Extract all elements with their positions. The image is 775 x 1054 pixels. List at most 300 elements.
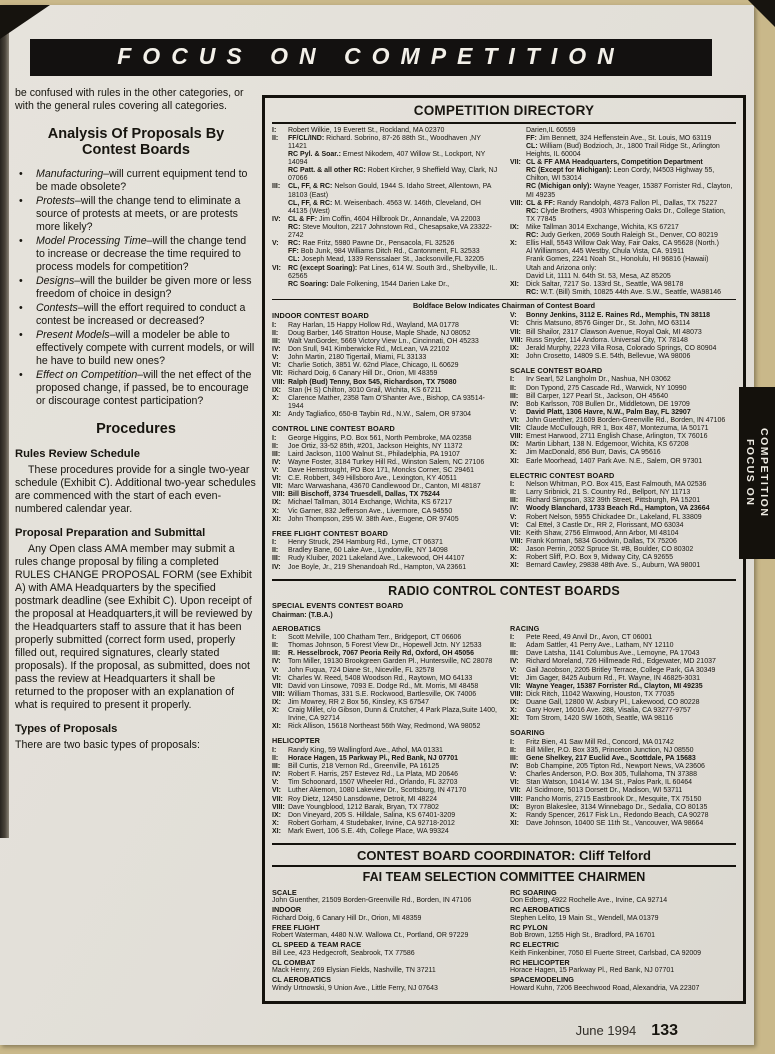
district-numeral: I: — [272, 634, 277, 642]
directory-entry — [510, 289, 736, 297]
board-entry — [272, 723, 498, 731]
district-numeral: IX: — [510, 344, 519, 352]
board-entries — [510, 481, 736, 570]
entry-text: Horace Hagen, 15 Parkway Pl., Red Bank, NJ 07701 — [288, 755, 459, 762]
fai-category: INDOOR — [272, 905, 302, 915]
entry-text: Jason Perrin, 2052 Spruce St. #B, Boulder, CO 80302 — [526, 545, 694, 553]
entry-text: Jim Gager, 8425 Auburn Rd., Ft. Wayne, IN 46825-3031 — [526, 674, 701, 682]
entry-text: Pancho Morris, 2715 Eastbrook Dr., Mesquite, TX 75150 — [526, 795, 702, 803]
divider — [272, 843, 736, 845]
fai-column-right — [510, 889, 736, 994]
board-title: SCALE CONTEST BOARD — [510, 365, 603, 375]
entry-text: Ernest Nikodem, 407 Willow St., Lockport, NY 14094 — [288, 150, 486, 167]
entry-text: Bob Karlsson, 708 Bullen Dr., Middletown, DE 19709 — [526, 400, 690, 408]
board-entries — [510, 312, 736, 361]
district-numeral: X: — [272, 394, 279, 402]
entry-text: Duane Gall, 12800 W. Asbury Pl., Lakewood, CO 80228 — [526, 699, 700, 706]
district-numeral: VIII: — [510, 795, 523, 803]
board-entry — [510, 667, 736, 675]
entry-label: CL: — [526, 142, 538, 150]
entry-text: Vic Garner, 832 Jefferson Ave., Livermore, CA 94550 — [288, 507, 453, 515]
fai-category: RC ELECTRIC — [510, 940, 560, 950]
district-numeral — [272, 256, 288, 264]
entry-text: Charles W. Reed, 5408 Woodson Rd., Raytown, MO 64133 — [288, 674, 473, 682]
entry-label: RC (except Soaring): — [288, 264, 358, 272]
entry-text: Adam Sattler, 41 Perry Ave., Latham, NY 12110 — [526, 642, 674, 650]
board-entry — [272, 634, 498, 642]
page-left-edge — [0, 5, 9, 838]
entry-text: Don Typond, 275 Cascade Rd., Warwick, NY 10990 — [526, 384, 687, 392]
district-numeral: VI: — [510, 320, 519, 328]
district-numeral: XI: — [510, 280, 519, 288]
entry-text: David von Linsowe, 7093 E. Dodge Rd., Mt. Morris, MI 48458 — [288, 682, 479, 690]
analysis-bullet-list — [15, 168, 257, 408]
bullet-item — [15, 168, 257, 194]
directory-entry — [272, 248, 498, 256]
board-entry — [272, 796, 498, 804]
board-entry — [510, 401, 736, 409]
contest-board — [510, 367, 736, 466]
directory-entry — [510, 135, 736, 143]
board-entry — [272, 763, 498, 771]
board-entry — [510, 417, 736, 425]
bullet-text: –will a modeler be able to effectively compete with current models, or will he have to build new ones? — [36, 328, 255, 367]
fai-person: Mack Henry, 269 Elysian Fields, Nashville, TN 37211 — [272, 967, 436, 975]
board-entry — [272, 699, 498, 707]
board-entry — [510, 691, 736, 699]
bullet-lead: Manufacturing — [36, 167, 104, 180]
board-entries — [510, 376, 736, 465]
board-entry — [272, 820, 498, 828]
entry-text: Ralph (Bud) Tenny, Box 545, Richardson, TX 75080 — [288, 378, 457, 386]
district-numeral: I: — [272, 746, 277, 754]
board-title: SOARING — [510, 728, 545, 738]
bullet-item — [15, 195, 257, 234]
board-entries — [272, 322, 498, 419]
bullet-item — [15, 329, 257, 368]
board-title: CONTROL LINE CONTEST BOARD — [272, 424, 395, 434]
district-numeral: VIII: — [272, 378, 285, 386]
board-entry — [510, 796, 736, 804]
district-numeral: IX: — [510, 803, 519, 811]
board-entry — [510, 779, 736, 787]
board-entry — [272, 787, 498, 795]
directory-entry — [510, 273, 736, 281]
board-entry — [272, 555, 498, 563]
district-numeral: VIII: — [510, 199, 523, 207]
board-entry — [272, 779, 498, 787]
rc-contest-boards — [272, 625, 736, 842]
board-title: ELECTRIC CONTEST BOARD — [510, 470, 615, 480]
contest-board — [272, 625, 498, 732]
fai-entry — [510, 959, 736, 976]
bullet-item — [15, 302, 257, 328]
board-entry — [272, 491, 498, 499]
contest-board — [510, 625, 736, 724]
entry-text: Joe Ortiz, 33-52 85th, #201, Jackson Heights, NY 11372 — [288, 442, 463, 450]
district-numeral: IX: — [272, 499, 281, 507]
entry-text: Robert Gorham, 4 Studebaker, Irvine, CA 92718-2012 — [288, 819, 455, 827]
district-directory — [272, 127, 736, 297]
entry-text: Gail Jacobson, 2205 Britley Terrace, College Park, GA 30349 — [526, 666, 716, 674]
directory-entry — [510, 265, 736, 273]
district-numeral: II: — [272, 755, 279, 762]
board-entry — [510, 458, 736, 466]
fai-entry — [272, 976, 498, 993]
coordinator-line: CONTEST BOARD COORDINATOR: Cliff Telford — [357, 848, 651, 864]
district-numeral: V: — [272, 240, 279, 248]
fai-person: Richard Doig, 6 Canary Hill Dr., Orion, MI 48359 — [272, 914, 422, 922]
district-numeral: V: — [272, 779, 279, 787]
entry-label: RC Patt. & all other RC: — [288, 167, 366, 175]
entry-text: David Platt, 1306 Havre, N.W., Palm Bay, FL 32907 — [526, 408, 691, 416]
entry-text: Fritz Bien, 41 Saw Mill Rd., Concord, MA 01742 — [526, 738, 674, 746]
competition-directory-box — [262, 95, 746, 1004]
district-numeral: V: — [272, 666, 279, 674]
entry-text: Stan (H S) Chilton, 3010 Grail, Wichita, KS 67211 — [288, 386, 442, 394]
board-entry — [510, 312, 736, 320]
entry-text: William (Bud) Bodzioch, Jr., 1800 Trail Ridge St., Arlington Heights, IL 60004 — [526, 142, 720, 158]
board-entry — [272, 691, 498, 699]
boldface-note: Boldface Below Indicates Chairman of Contest Board — [412, 300, 596, 310]
directory-title: COMPETITION DIRECTORY — [413, 103, 595, 118]
header-banner — [30, 39, 712, 76]
district-numeral: IV: — [510, 505, 519, 513]
district-numeral: VI: — [272, 674, 281, 682]
types-intro: There are two basic types of proposals: — [15, 738, 200, 751]
board-title: HELICOPTER — [272, 736, 321, 746]
entry-text: Henry Struck, 294 Hamburg Rd., Lyme, CT 06371 — [288, 539, 443, 547]
district-numeral: XI: — [510, 562, 519, 570]
bullet-lead: Effect on Competition — [36, 368, 138, 381]
district-numeral: II: — [510, 642, 517, 650]
entry-text: Rae Fritz, 5980 Pawne Dr., Pensacola, FL 32526 — [302, 240, 455, 248]
district-numeral: VIII: — [510, 336, 523, 344]
district-numeral: VI: — [272, 362, 281, 370]
district-numeral: V: — [510, 408, 517, 416]
directory-entry — [510, 232, 736, 240]
district-numeral: X: — [510, 240, 517, 248]
entry-label: RC: — [526, 232, 539, 240]
directory-entry — [272, 135, 498, 151]
district-numeral: X: — [510, 811, 517, 819]
entry-text: Ernest Harwood, 2711 English Chase, Arlington, TX 76016 — [526, 433, 708, 441]
entry-text: Randy King, 59 Wallingford Ave., Athol, MA 01331 — [288, 746, 443, 754]
rc-column-left — [272, 625, 498, 842]
entry-text: Leon Cordy, N4503 Highway 55, Chilton, WI 53014 — [526, 167, 715, 183]
district-numeral: IV: — [272, 771, 281, 779]
board-entry — [272, 755, 498, 763]
entry-text: Irv Searl, 52 Langholm Dr., Nashua, NH 03062 — [526, 376, 671, 384]
entry-text: Marc Warwashana, 43670 Candlewood Dr., Canton, MI 48187 — [288, 483, 481, 491]
fai-category: SPACEMODELING — [510, 975, 574, 985]
district-numeral: II: — [272, 442, 279, 450]
entry-text: Martin Libhart, 138 N. Edgemoor, Wichita, KS 67208 — [526, 441, 689, 449]
board-entry — [272, 435, 498, 443]
district-numeral: VII: — [510, 328, 521, 336]
directory-entry — [272, 183, 498, 199]
contest-board — [272, 425, 498, 524]
directory-entry — [272, 281, 498, 289]
entry-text: Bernard Cawley, 29838 48th Ave. S., Auburn, WA 98001 — [526, 562, 701, 570]
board-entry — [510, 675, 736, 683]
district-numeral — [510, 289, 526, 297]
entry-text: C.E. Robbert, 349 Hillsboro Ave., Lexington, KY 40511 — [288, 475, 457, 483]
entry-label: RC: — [288, 240, 301, 248]
board-entry — [272, 411, 498, 419]
board-entry — [272, 747, 498, 755]
contest-board — [272, 312, 498, 419]
district-numeral — [272, 167, 288, 183]
board-entries — [510, 634, 736, 723]
district-numeral: IX: — [272, 699, 281, 706]
board-entry — [272, 707, 498, 723]
board-entry — [272, 338, 498, 346]
entry-text: Scott Melville, 100 Chatham Terr., Bridgeport, CT 06606 — [288, 634, 462, 642]
board-entry — [272, 804, 498, 812]
district-numeral: I: — [510, 376, 515, 384]
directory-entry — [272, 256, 498, 264]
entry-text: Ray Harlan, 15 Happy Hollow Rd., Wayland, MA 01778 — [288, 321, 459, 329]
district-numeral — [272, 281, 288, 289]
fai-entry — [510, 941, 736, 958]
board-entry — [272, 642, 498, 650]
entry-label: RC Pyl. & Soar.: — [288, 150, 341, 158]
board-entry — [272, 539, 498, 547]
board-entry — [272, 683, 498, 691]
district-numeral — [510, 208, 526, 224]
entry-label: CL & FF: — [526, 199, 556, 207]
entry-text: Pat Lines, 614 W. South 3rd., Shelbyville, IL. 62565 — [288, 264, 498, 280]
district-numeral — [272, 248, 288, 256]
district-numeral: VI: — [510, 674, 519, 682]
board-entry — [510, 554, 736, 562]
directory-entry — [510, 208, 736, 224]
entry-text: Rick Allison, 15618 Northeast 56th Way, Redmond, WA 98052 — [288, 723, 481, 731]
district-numeral: IV: — [272, 658, 281, 666]
entry-text: Robert Wilkie, 19 Everett St., Rockland, MA 02370 — [288, 126, 445, 134]
prep-heading: Proposal Preparation and Submittal — [15, 526, 206, 539]
bullet-text: –will current equipment tend to be made obsolete? — [36, 167, 248, 193]
entry-text: Claude McCullough, RR 1, Box 487, Montezuma, IA 50171 — [526, 425, 709, 433]
district-numeral: IV: — [510, 763, 519, 771]
entry-text: Jerald Murphy, 2223 Villa Rosa, Colorado Springs, CO 80904 — [526, 344, 717, 352]
fai-person: Bill Lee, 423 Hedgecroft, Seabrook, TX 77586 — [272, 949, 415, 957]
board-entries — [272, 539, 498, 571]
district-numeral: VIII: — [272, 491, 285, 499]
board-entry — [510, 449, 736, 457]
entry-text: Thomas Johnson, 5 Forest View Dr., Hopewell Jctn. NY 12533 — [288, 642, 482, 650]
magazine-page — [0, 5, 754, 1045]
contest-board — [272, 530, 498, 572]
board-entry — [272, 379, 498, 387]
entry-text: Ellis Hall, 5543 Willow Oak Way, Fair Oaks, CA 95628 (North.) — [526, 240, 719, 248]
district-numeral: III: — [510, 650, 519, 658]
district-numeral — [510, 135, 526, 143]
bullet-text: –will the change tend to increase or decrease the time required to process models for competition? — [36, 234, 247, 273]
analysis-heading: Analysis Of Proposals By Contest Boards — [47, 126, 225, 159]
entry-text: Al Scidmore, 5013 Dorsett Dr., Madison, WI 53711 — [526, 787, 683, 795]
entry-text: Tom Strom, 1420 SW 160th, Seattle, WA 98116 — [526, 715, 674, 723]
fai-category: CL COMBAT — [272, 957, 316, 967]
bullet-text: –will the builder be given more or less freedom of choice in design? — [36, 274, 252, 300]
board-entry — [510, 497, 736, 505]
board-entry — [510, 376, 736, 384]
district-numeral: V: — [510, 312, 517, 320]
board-entry — [272, 675, 498, 683]
fai-entry — [272, 889, 498, 906]
bullet-lead: Model Processing Time — [36, 234, 147, 247]
entry-text: Robert Kircher, 9 Sheffield Way, Clark, NJ 07066 — [288, 167, 498, 183]
entry-text: Don Vineyard, 205 S. Hilldale, Salina, KS 67401-3209 — [288, 811, 456, 819]
entry-text: Bonny Jenkins, 3112 E. Raines Rd., Memphis, TN 38118 — [526, 312, 711, 320]
district-numeral: XI: — [510, 819, 519, 827]
board-entry — [510, 739, 736, 747]
entry-text: Bill Curtis, 218 Vernon Rd., Greenville, PA 16125 — [288, 763, 440, 771]
board-entry — [272, 451, 498, 459]
board-entry — [510, 650, 736, 658]
entry-text: Nelson Whitman, P.O. Box 415, East Falmouth, MA 02536 — [526, 481, 707, 489]
board-entry — [272, 812, 498, 820]
entry-label: FF: — [288, 248, 299, 256]
entry-text: Andy Tagliafico, 650-B Taybin Rd., N.W., Salem, OR 97304 — [288, 410, 472, 418]
district-numeral: IX: — [510, 441, 519, 449]
district-numeral: V: — [510, 666, 517, 674]
district-numeral: VII: — [510, 682, 521, 690]
entry-label: RC: — [526, 207, 539, 215]
page-corner-shadow — [748, 0, 775, 27]
district-numeral: X: — [272, 819, 279, 827]
entry-text: Keith Shaw, 2756 Elmwood, Ann Arbor, MI 48104 — [526, 529, 679, 537]
fai-entry — [272, 924, 498, 941]
entry-text: John Guenther, 21609 Borden-Greenville Rd., Borden, IN 47106 — [526, 416, 726, 424]
entry-text: Al Williamson, 445 Westby, Chula Vista, CA. 91911 — [526, 248, 685, 256]
entry-text: Tim Schoonard, 1507 Wheeler Rd., Orlando, FL 32703 — [288, 779, 458, 787]
directory-entry — [272, 127, 498, 135]
entry-text: Robert F. Harris, 257 Estevez Rd., La Plata, MD 20646 — [288, 771, 459, 779]
fai-person: Don Edberg, 4922 Rochelle Ave., Irvine, CA 92714 — [510, 897, 668, 905]
entry-label: RC: — [526, 288, 539, 296]
entry-text: Earle Moorhead, 1407 Park Ave. N.E., Salem, OR 97301 — [526, 457, 703, 465]
district-numeral: V: — [510, 771, 517, 779]
fai-entry — [510, 976, 736, 993]
district-numeral — [272, 200, 288, 216]
board-entries — [272, 747, 498, 836]
bullet-lead: Protests — [36, 194, 75, 207]
board-entry — [272, 346, 498, 354]
district-numeral: III: — [510, 392, 519, 400]
entry-label: RC (Except for Michigan): — [526, 167, 612, 175]
entry-text: Joseph Mead, 1339 Renssalaer St., Jacksonville,FL 32205 — [301, 256, 484, 264]
board-entry — [510, 329, 736, 337]
contest-board — [510, 472, 736, 571]
district-numeral: I: — [510, 738, 515, 746]
entry-text: Bradley Bane, 60 Lake Ave., Lyndonville, NY 14098 — [288, 547, 448, 555]
fai-category: FREE FLIGHT — [272, 922, 320, 932]
entry-text: Dave Latsha, 1141 Columbus Ave., Lemoyne, PA 17043 — [526, 650, 700, 658]
district-numeral: VII: — [272, 682, 283, 690]
directory-entry — [510, 240, 736, 248]
board-entry — [510, 747, 736, 755]
entry-label: RC: — [288, 223, 301, 231]
entry-text: Woody Blanchard, 1733 Beach Rd., Hampton, VA 23664 — [526, 505, 710, 513]
district-numeral: XI: — [272, 827, 281, 835]
district-numeral: VII: — [510, 529, 521, 537]
district-numeral: III: — [272, 337, 281, 345]
district-numeral: VII: — [510, 787, 521, 795]
fai-category: RC HELICOPTER — [510, 957, 570, 967]
board-entry — [272, 483, 498, 491]
district-numeral: VII: — [272, 370, 283, 378]
entry-text: Bill Carper, 127 Pearl St., Jackson, OH 45640 — [526, 392, 669, 400]
directory-entry — [510, 224, 736, 232]
district-numeral: VII: — [272, 795, 283, 803]
board-entry — [272, 499, 498, 507]
district-numeral: I: — [272, 126, 277, 134]
entry-text: Utah and Arizona only: — [526, 264, 597, 272]
district-numeral: I: — [510, 481, 515, 489]
district-numeral — [510, 248, 526, 256]
board-entry — [510, 812, 736, 820]
board-entry — [272, 362, 498, 370]
board-title: AEROBATICS — [272, 623, 321, 633]
entry-label: CL, FF, & RC: — [288, 183, 333, 191]
directory-entry — [272, 240, 498, 248]
prep-text: Any Open class AMA member may submit a rules change proposal by filing a completed RULES CHANGE PROPOSAL FORM (see Exhibit A) with AMA Headquarters by the specified postmark deadline (see Exhibit C). Upon receipt of the proposal at Headquarters,it will be reviewed by the Headquarters staff to assure that it has been properly submitted (correct form used, properly filled out, required signatures, clearly stated proposals). If the proposal, as submitted, does not pass the review at Headquarters it shall be returned to the proposer with an explanation of what is required to present it properly. — [15, 542, 253, 711]
side-tab-line2: COMPETITION — [758, 428, 770, 518]
board-entry — [272, 395, 498, 411]
entry-text: George Higgins, P.O. Box 561, North Pembroke, MA 02358 — [288, 434, 472, 442]
district-numeral: IX: — [510, 699, 519, 706]
district-numeral: IX: — [272, 811, 281, 819]
entry-text: Tom Miller, 19130 Brookgreen Garden Pl., Huntersville, NC 28078 — [288, 658, 493, 666]
district-numeral: III: — [510, 755, 519, 762]
board-entry — [510, 546, 736, 554]
side-tab — [739, 387, 775, 559]
rules-review-heading: Rules Review Schedule — [15, 448, 140, 461]
entry-text: Gary Hover, 16016 Ave. 288, Visalia, CA 93277-9757 — [526, 707, 691, 715]
board-entry — [272, 667, 498, 675]
district-numeral: II: — [272, 329, 279, 337]
entry-text: Dave Youngblood, 1212 Barak, Bryan, TX 77802 — [288, 803, 439, 811]
fai-entry — [272, 959, 498, 976]
entry-label: CL: — [288, 256, 300, 264]
side-tab-line1: FOCUS ON — [744, 439, 756, 507]
directory-entry — [272, 200, 498, 216]
district-numeral: VIII: — [272, 803, 285, 811]
board-entries — [510, 739, 736, 828]
bullet-lead: Contests — [36, 301, 78, 314]
entry-text: M. Weisenbach. 4563 W. 146th, Cleveland, OH 44135 (West) — [288, 199, 481, 215]
district-numeral: I: — [272, 321, 277, 329]
directory-entry — [510, 127, 736, 135]
fai-person: Keith Finkenbiner, 7050 El Fuerte Street, Carlsbad, CA 92009 — [510, 949, 702, 957]
entry-text: Don Srull, 941 Kimberwicke Rd., McLean, VA 22102 — [288, 346, 450, 354]
bullet-text: –will the net effect of the proposed change, if passed, be to encourage or discourage contest participation? — [36, 368, 252, 407]
article-intro: be confused with rules in the other categories, or with the general rules covering all categories. — [15, 87, 244, 113]
district-numeral — [510, 256, 526, 264]
district-numeral: VIII: — [510, 690, 523, 698]
district-numeral: VI: — [510, 779, 519, 787]
directory-entry — [272, 216, 498, 224]
directory-entry — [272, 224, 498, 240]
district-numeral: IV: — [272, 563, 281, 571]
page-corner-shadow — [0, 5, 50, 39]
district-numeral: X: — [510, 554, 517, 562]
entry-text: Dick Saltar, 7217 So. 133rd St., Seattle, WA 98178 — [526, 280, 684, 288]
district-numeral: II: — [272, 642, 279, 650]
entry-text: William Thomas, 331 S.E. Rockwood, Bartlesville, OK 74006 — [288, 690, 477, 698]
